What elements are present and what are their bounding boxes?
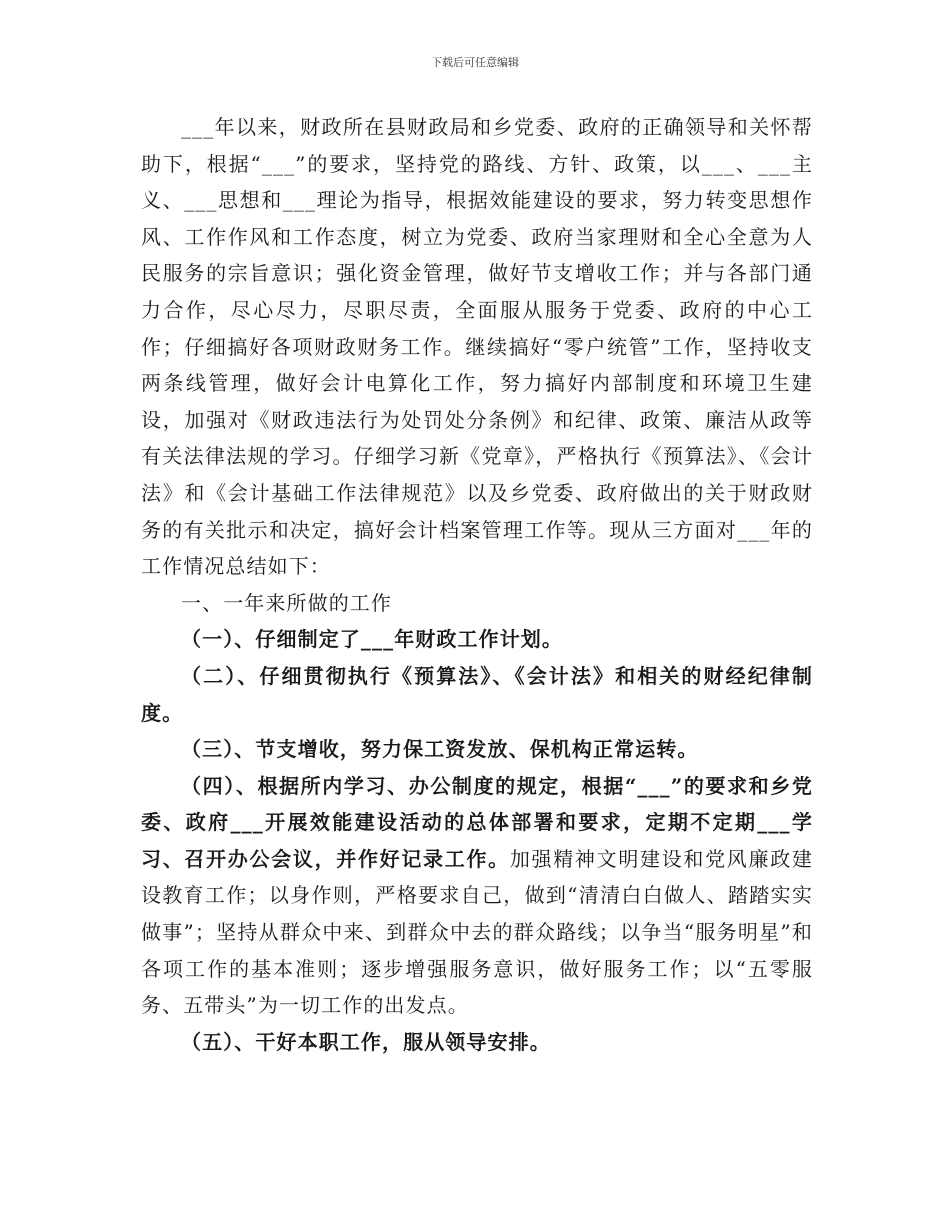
page-header: 下载后可任意编辑 xyxy=(431,56,519,69)
item-4 xyxy=(141,768,813,1024)
section-heading: 一、一年来所做的工作 xyxy=(181,590,392,615)
item-4-text: 加强精神文明建设和党风廉政建设教育工作；以身作则，严格要求自己，做到“清清白白做人、踏踏实实做事”；坚持从群众中来、到群众中去的群众路线；以争当“服务明星”和各项工作的基本准则；逐步增强服务意识，做好服务工作；以“五零服务、五带头”为一切工作的出发点。 xyxy=(141,846,813,1018)
item-2: （二）、仔细贯彻执行《预算法》、《会计法》和相关的财经纪律制度。 xyxy=(141,663,813,725)
item-3: （三）、节支增收，努力保工资发放、保机构正常运转。 xyxy=(181,737,699,762)
item-1: （一）、仔细制定了___年财政工作计划。 xyxy=(181,627,563,652)
document-body xyxy=(141,109,813,1060)
intro-paragraph: ___年以来，财政所在县财政局和乡党委、政府的正确领导和关怀帮助下，根据“___”的要求，坚持党的路线、方针、政策，以___、___主义、___思想和___理论为指导，根据效能建设的要求，努力转变思想作风、工作作风和工作态度，树立为党委、政府当家理财和全心全意为人民服务的宗旨意识；强化资金管理，做好节支增收工作；并与各部门通力合作，尽心尽力，尽职尽责，全面服从服务于党委、政府的中心工作；仔细搞好各项财政财务工作。继续搞好“零户统管”工作，坚持收支两条线管理，做好会计电算化工作，努力搞好内部制度和环境卫生建设，加强对《财政违法行为处罚处分条例》和纪律、政策、廉洁从政等有关法律法规的学习。仔细学习新《党章》，严格执行《预算法》、《会计法》和《会计基础工作法律规范》以及乡党委、政府做出的关于财政财务的有关批示和决定，搞好会计档案管理工作等。现从三方面对___年的工作情况总结如下： xyxy=(141,115,813,579)
item-4-bold: （四）、根据所内学习、办公制度的规定，根据“___”的要求和乡党委、政府___开展效能建设活动的总体部署和要求，定期不定期___学习、召开办公会议，并作好记录工作。 xyxy=(141,773,813,871)
item-5: （五）、干好本职工作，服从领导安排。 xyxy=(181,1029,551,1054)
